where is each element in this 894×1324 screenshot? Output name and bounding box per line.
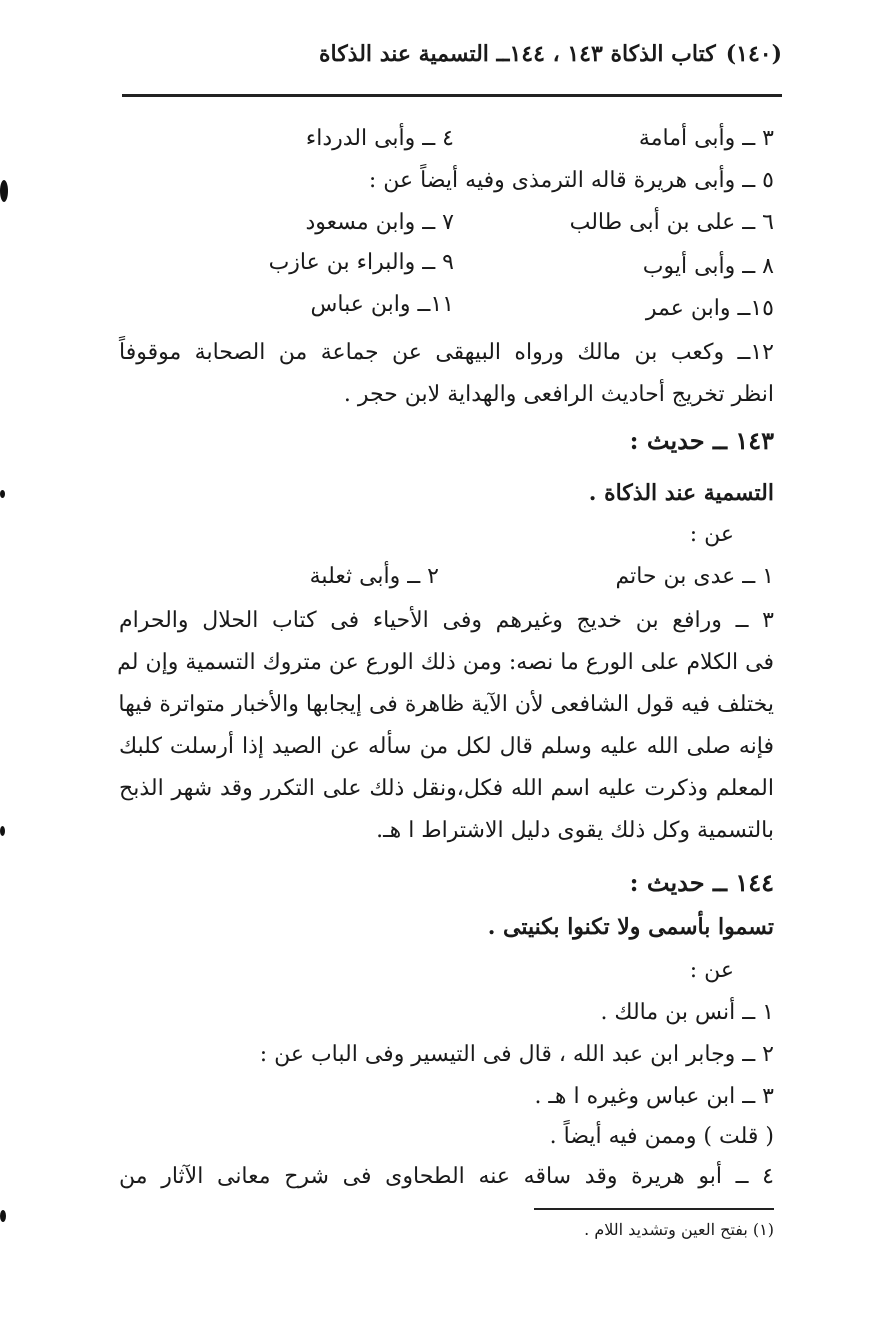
hadith-heading-143: ١٤٣ ــ حديث : <box>629 426 774 455</box>
list-item: ٨ ــ وأبى أيوب <box>642 254 774 279</box>
list-item: ٤ ــ وأبى الدرداء <box>305 126 454 151</box>
list-item: ١١ــ وابن عباس <box>310 292 454 317</box>
list-item: ٢ ــ وجابر ابن عبد الله ، قال فى التيسير وفى الباب عن : <box>259 1042 774 1067</box>
list-item: ٦ ــ على بن أبى طالب <box>569 210 774 235</box>
scan-mark <box>0 180 8 202</box>
list-item: ١ ــ أنس بن مالك . <box>600 1000 774 1025</box>
narrator-intro: عن : <box>689 958 734 983</box>
page-number: (١٤٠) <box>725 41 782 67</box>
list-item: ٩ ــ والبراء بن عازب <box>268 250 454 275</box>
header-rule <box>122 94 782 97</box>
list-item: ٧ ــ وابن مسعود <box>305 210 454 235</box>
footnote: (١) بفتح العين وتشديد اللام . <box>584 1220 774 1239</box>
hadith-text-144: تسموا بأسمى ولا تكنوا بكنيتى . <box>487 914 774 940</box>
list-item: ٤ ــ أبو هريرة وقد ساقه عنه الطحاوى فى شرح معانى الآثار من <box>119 1164 774 1189</box>
scan-mark <box>0 490 5 498</box>
paragraph-line: المعلم وذكرت عليه اسم الله فكل،ونقل ذلك على التكرر وقد شهر الذبح <box>119 776 774 801</box>
header-title: كتاب الذكاة ١٤٣ ، ١٤٤ــ التسمية عند الذكاة <box>318 41 716 67</box>
paragraph-line: انظر تخريج أحاديث الرافعى والهداية لابن حجر . <box>343 382 774 407</box>
scan-mark <box>0 1210 6 1222</box>
hadith-text-143: التسمية عند الذكاة . <box>588 480 774 506</box>
list-item: ٥ ــ وأبى هريرة قاله الترمذى وفيه أيضاً عن : <box>368 168 774 193</box>
running-header <box>122 34 782 74</box>
paragraph-line: فإنه صلى الله عليه وسلم قال لكل من سأله عن الصيد إذا أرسلت كلبك <box>119 734 774 759</box>
paragraph-line: ١٢ــ وكعب بن مالك ورواه البيهقى عن جماعة من الصحابة موقوفاً <box>119 340 774 365</box>
list-item: ( قلت ) وممن فيه أيضاً . <box>549 1124 774 1149</box>
paragraph-line: فى الكلام على الورع ما نصه: ومن ذلك الورع عن متروك التسمية وإن لم <box>117 650 774 675</box>
paragraph-line: بالتسمية وكل ذلك يقوى دليل الاشتراط ا هـ. <box>376 818 774 843</box>
list-item: ١٥ــ وابن عمر <box>645 296 774 321</box>
list-item: ٣ ــ ابن عباس وغيره ا هـ . <box>534 1084 774 1109</box>
list-item: ٢ ــ وأبى ثعلبة <box>309 564 439 589</box>
hadith-heading-144: ١٤٤ ــ حديث : <box>629 868 774 897</box>
narrator-intro: عن : <box>689 522 734 547</box>
scan-mark <box>0 826 5 836</box>
paragraph-line: ٣ ــ ورافع بن خديج وغيرهم وفى الأحياء فى كتاب الحلال والحرام <box>119 608 774 633</box>
list-item: ٣ ــ وأبى أمامة <box>638 126 774 151</box>
list-item: ١ ــ عدى بن حاتم <box>615 564 774 589</box>
footnote-rule <box>534 1208 774 1210</box>
paragraph-line: يختلف فيه قول الشافعى لأن الآية ظاهرة فى إيجابها والأخبار متواترة فيها <box>118 692 774 717</box>
